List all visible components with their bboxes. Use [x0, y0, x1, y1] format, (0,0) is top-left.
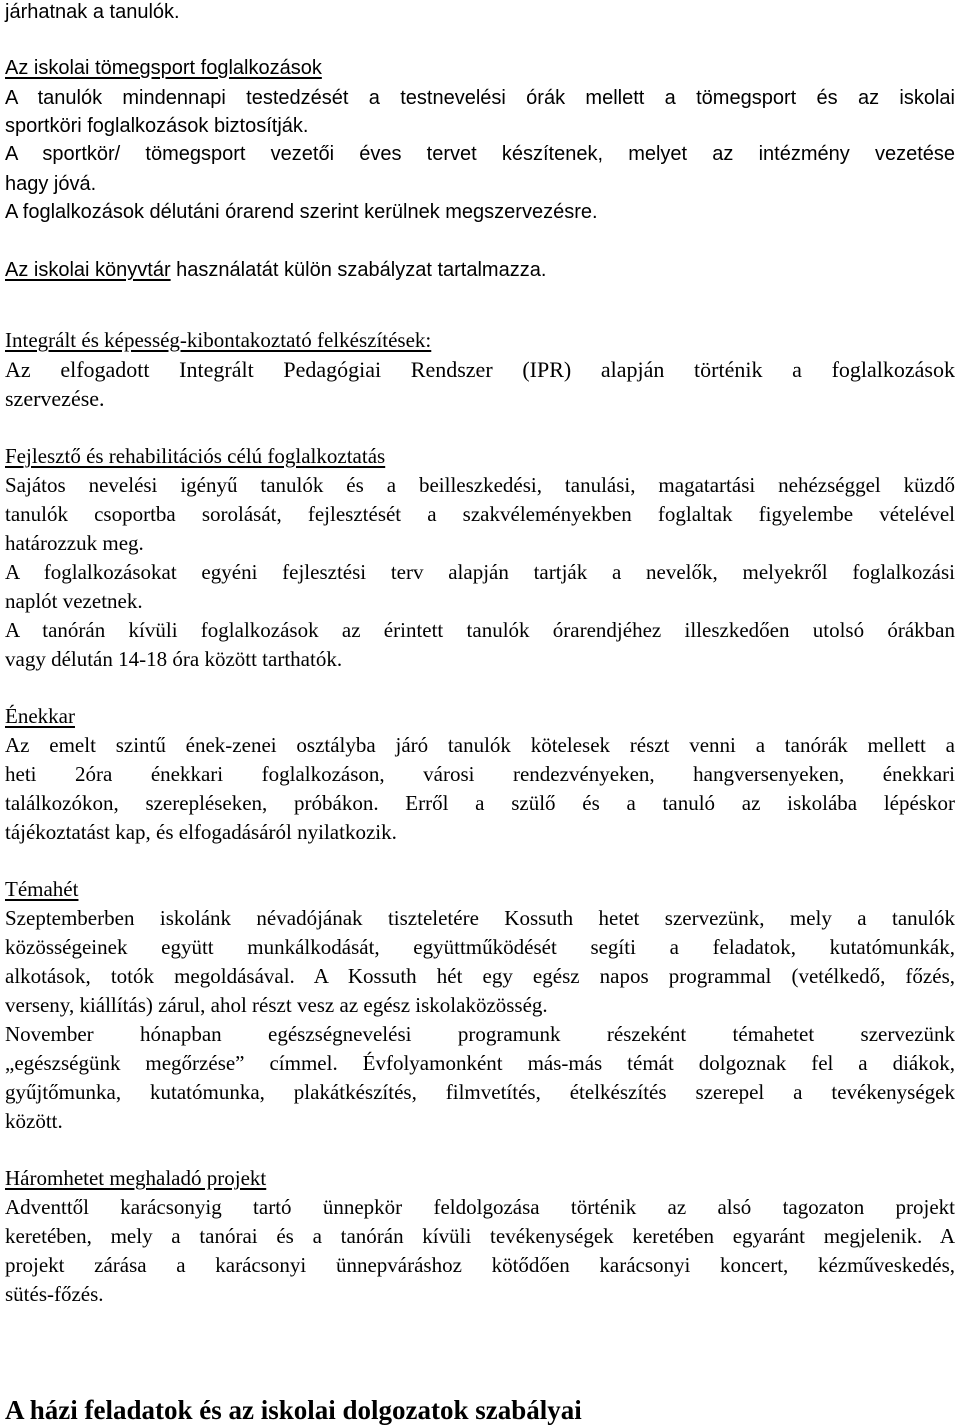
- text-line: járhatnak a tanulók.: [5, 1, 180, 23]
- text-line: tájékoztatást kap, és elfogadásáról nyilatkozik.: [5, 820, 397, 844]
- text-line: közösségeinek együtt munkálkodását, együttműködését segíti a feladatok, kutatómunkák,: [5, 935, 955, 959]
- konyvtar-text: használatát külön szabályzat tartalmazza.: [170, 259, 547, 281]
- text-line: A sportkör/ tömegsport vezetői éves tervet készítenek, melyet az intézmény vezetése: [5, 143, 955, 165]
- text-line: hagy jóvá.: [5, 173, 97, 195]
- section-heading-temahet: Témahét: [5, 877, 79, 901]
- section-heading-fejleszto: Fejlesztő és rehabilitációs célú foglalkoztatás: [5, 444, 386, 468]
- text-line: projekt zárása a karácsonyi ünnepváráshoz kötődően karácsonyi koncert, kézműveskedés,: [5, 1253, 955, 1277]
- text-line: Szeptemberben iskolánk névadójának tiszteletére Kossuth hetet szervezünk, mely a tanulók: [5, 906, 955, 930]
- text-line: „egészségünk megőrzése” címmel. Évfolyamonként más-más témát dolgoznak fel a diákok,: [5, 1051, 955, 1075]
- chapter-title: A házi feladatok és az iskolai dolgozatok szabályai: [5, 1395, 582, 1425]
- text-line: sportköri foglalkozások biztosítják.: [5, 115, 309, 137]
- text-line: Sajátos nevelési igényű tanulók és a beilleszkedési, tanulási, magatartási nehézséggel küzdő: [5, 473, 955, 497]
- section-heading-tomegsport: Az iskolai tömegsport foglalkozások: [5, 57, 322, 79]
- konyvtar-paragraph: [5, 256, 546, 285]
- text-line: között.: [5, 1109, 63, 1133]
- text-line: naplót vezetnek.: [5, 589, 143, 613]
- text-line: szervezése.: [5, 386, 105, 411]
- text-line: November hónapban egészségnevelési programunk részeként témahetet szervezünk: [5, 1022, 955, 1046]
- text-line: tanulók csoportba sorolását, fejlesztését a szakvéleményekben foglaltak figyelembe vételével: [5, 502, 955, 526]
- text-line: Adventtől karácsonyig tartó ünnepkör feldolgozása történik az alsó tagozaton projekt: [5, 1195, 955, 1219]
- text-line: találkozókon, szerepléseken, próbákon. Erről a szülő és a tanuló az iskolába lépéskor: [5, 791, 955, 815]
- text-line: határozzuk meg.: [5, 531, 144, 555]
- text-line: sütés-főzés.: [5, 1282, 104, 1306]
- text-line: Az elfogadott Integrált Pedagógiai Rendszer (IPR) alapján történik a foglalkozások: [5, 357, 955, 382]
- text-line: A foglalkozások délutáni órarend szerint kerülnek megszervezésre.: [5, 201, 598, 223]
- section-heading-enekkar: Énekkar: [5, 704, 75, 728]
- text-line: A tanórán kívüli foglalkozások az érintett tanulók órarendjéhez illeszkedően utolsó órákban: [5, 618, 955, 642]
- text-line: verseny, kiállítás) zárul, ahol részt vesz az egész iskolaközösség.: [5, 993, 548, 1017]
- section-heading-integralt: Integrált és képesség-kibontakoztató felkészítések:: [5, 328, 432, 352]
- text-line: A tanulók mindennapi testedzését a testnevelési órák mellett a tömegsport és az iskolai: [5, 87, 955, 109]
- section-heading-konyvtar: Az iskolai könyvtár: [5, 259, 171, 281]
- text-line: vagy délután 14-18 óra között tarthatók.: [5, 647, 343, 671]
- text-line: keretében, mely a tanórai és a tanórán kívüli tevékenységek keretében egyaránt megjelenik. A: [5, 1224, 955, 1248]
- text-line: A foglalkozásokat egyéni fejlesztési terv alapján tartják a nevelők, melyekről foglalkozási: [5, 560, 955, 584]
- text-line: heti 2óra énekkari foglalkozáson, városi rendezvényeken, hangversenyeken, énekkari: [5, 762, 955, 786]
- text-line: alkotások, totók megoldásával. A Kossuth hét egy egész napos programmal (vetélkedő, főzés,: [5, 964, 955, 988]
- text-line: Az emelt szintű ének-zenei osztályba járó tanulók kötelesek részt venni a tanórák mellett a: [5, 733, 955, 757]
- section-heading-projekt: Háromhetet meghaladó projekt: [5, 1166, 267, 1190]
- text-line: gyűjtőmunka, kutatómunka, plakátkészítés, filmvetítés, ételkészítés szerepel a tevékenységek: [5, 1080, 955, 1104]
